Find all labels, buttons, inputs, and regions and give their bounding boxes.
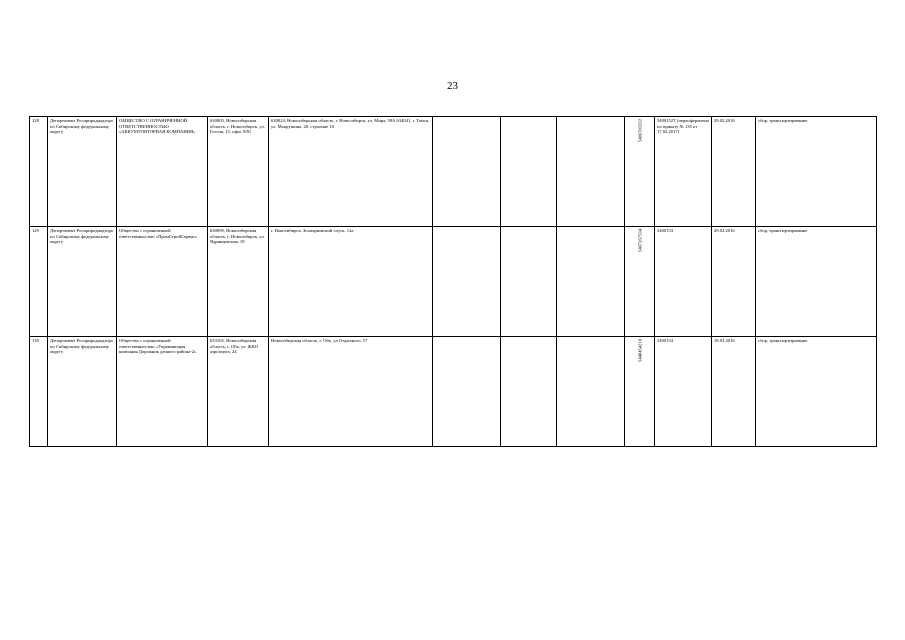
license-date: 18.03.2016 xyxy=(712,337,756,447)
empty-cell xyxy=(557,117,625,227)
table-row xyxy=(30,227,877,337)
legal-address: 630005, Новосибирская область, г. Новосибирск, ул. Гоголя, 15, офис 8/81 xyxy=(208,117,269,227)
organization-name: ОБЩЕСТВО С ОГРАНИЧЕННОЙ ОТВЕТСТВЕННОСТЬЮ «АККУМУЛЯТОРНАЯ КОМПАНИЯ» xyxy=(117,117,208,227)
inn-cell xyxy=(625,227,655,337)
licensing-authority: Департамент Росприроднадзора по Сибирскому федеральному округу xyxy=(48,117,117,227)
license-number: 5400153 xyxy=(655,227,712,337)
inn-cell xyxy=(625,337,655,447)
empty-cell xyxy=(557,337,625,447)
inn-value: 5448454218 xyxy=(637,339,642,362)
empty-cell xyxy=(557,227,625,337)
license-date: 29.02.2016 xyxy=(712,227,756,337)
activity-address: Новосибирская область, г. Обь, ул.Отдыхного, 57 xyxy=(269,337,433,447)
table-row xyxy=(30,337,877,447)
organization-name: Общество с ограниченной ответственностью «Управляющая компания Дорожник дачного района-2» xyxy=(117,337,208,447)
inn-value: 5407267534 xyxy=(637,229,642,252)
empty-cell xyxy=(501,337,557,447)
organization-name: Общество с ограниченной ответственностью «ПромСтройСервис» xyxy=(117,227,208,337)
license-registry-table xyxy=(29,116,877,447)
row-number: 128 xyxy=(30,117,48,227)
activity-type: сбор, транспортирование xyxy=(756,227,877,337)
activity-type: сбор, транспортирование xyxy=(756,337,877,447)
activity-address: г. Новосибирск, Зоопарковский спуск, 12а xyxy=(269,227,433,337)
row-number: 130 xyxy=(30,337,48,447)
license-date: 29.02.2016 xyxy=(712,117,756,227)
empty-cell xyxy=(433,337,501,447)
inn-value: 5406703332 xyxy=(637,119,642,142)
legal-address: 630099, Новосибирская область, г. Новосибирск, ул. Ядринцевская, 18 xyxy=(208,227,269,337)
empty-cell xyxy=(501,117,557,227)
empty-cell xyxy=(501,227,557,337)
empty-cell xyxy=(433,227,501,337)
row-number: 129 xyxy=(30,227,48,337)
license-number: 5400152Т (переоформлена по приказу № 135 от 17.02.2017) xyxy=(655,117,712,227)
table-row xyxy=(30,117,877,227)
licensing-authority: Департамент Росприроднадзора по Сибирскому федеральному округу xyxy=(48,227,117,337)
empty-cell xyxy=(433,117,501,227)
license-number: 5400154 xyxy=(655,337,712,447)
inn-cell xyxy=(625,117,655,227)
legal-address: 633102, Новосибирская область, г. Обь, ул. ЖКО аэропорта, 24 xyxy=(208,337,269,447)
page-number: 23 xyxy=(447,80,458,92)
licensing-authority: Департамент Росприроднадзора по Сибирскому федеральному округу xyxy=(48,337,117,447)
activity-type: сбор, транспортирование xyxy=(756,117,877,227)
activity-address: 630024, Новосибирская область, г. Новосибирск, ул. Мира, 58А 634041, г. Томск, ул. Мокрушина, 20, строение 10 xyxy=(269,117,433,227)
